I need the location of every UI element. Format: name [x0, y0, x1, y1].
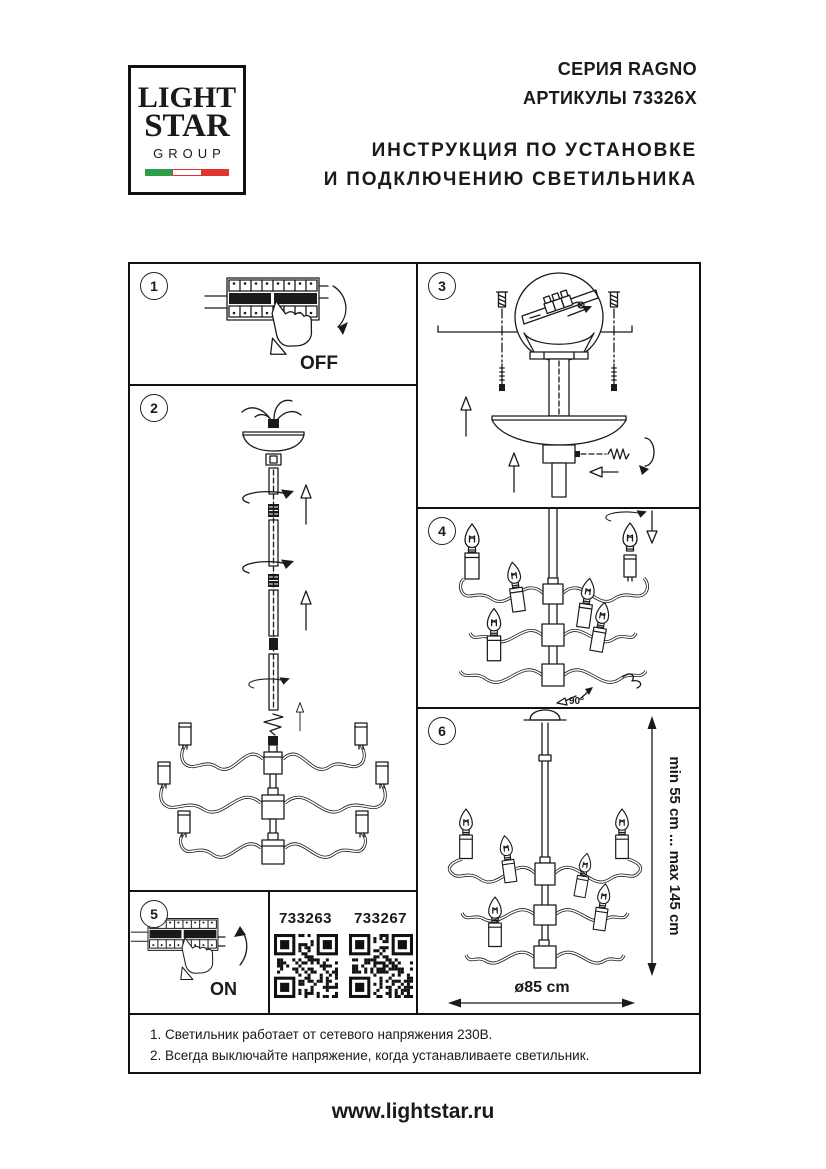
qr-code-left [274, 934, 338, 998]
instruction-line-2: И ПОДКЛЮЧЕНИЮ СВЕТИЛЬНИКА [323, 169, 697, 191]
instruction-title [324, 136, 697, 195]
step-number-1: 1 [140, 272, 168, 300]
step-panel-6 [418, 709, 699, 1013]
flag-red [202, 169, 229, 176]
qr-panel [270, 890, 418, 1013]
flag-green [145, 169, 172, 176]
step-panel-2 [130, 386, 418, 890]
ceiling-mount-diagram [418, 264, 697, 507]
lightstar-logo [128, 65, 246, 195]
step-number-6: 6 [428, 717, 456, 745]
bulb-install-diagram [418, 509, 697, 707]
diameter-dimension-label: ø85 cm [514, 979, 570, 996]
step-panel-1 [130, 264, 418, 386]
step-panel-4 [418, 509, 699, 709]
angle-90-label: 90° [569, 696, 585, 707]
step-number-3: 3 [428, 272, 456, 300]
dimensions-diagram [418, 709, 699, 1013]
logo-text-light: LIGHT [137, 80, 237, 114]
off-label: OFF [300, 353, 338, 374]
qr-code-right [349, 934, 413, 998]
diagram-grid [128, 262, 701, 1074]
height-dimension-label: min 55 cm ... max 145 cm [666, 756, 683, 936]
instruction-line-1: ИНСТРУКЦИЯ ПО УСТАНОВКЕ [371, 140, 697, 161]
step-number-5: 5 [140, 900, 168, 928]
step-number-4: 4 [428, 517, 456, 545]
step-number-2: 2 [140, 394, 168, 422]
step-panel-3 [418, 264, 699, 509]
logo-text-group: GROUP [153, 146, 226, 162]
qr-code-row [270, 934, 416, 998]
website-url: www.lightstar.ru [331, 1100, 495, 1123]
safety-notes [130, 1013, 699, 1072]
header-titles [324, 60, 697, 195]
qr-label-left: 733263 [278, 910, 333, 927]
rod-assembly-diagram [130, 386, 416, 890]
breaker-off-diagram [130, 264, 416, 384]
qr-label-right: 733267 [353, 910, 408, 927]
logo-text-star: STAR [144, 108, 230, 145]
on-label: ON [210, 979, 237, 999]
step-panel-5 [130, 890, 270, 1013]
italian-flag-stripe [145, 169, 229, 176]
note-line-2: 2. Всегда выключайте напряжение, когда устанавливаете светильник. [150, 1047, 590, 1063]
flag-white [172, 169, 201, 176]
series-title: СЕРИЯ RAGNO [557, 59, 697, 79]
qr-code-labels [270, 910, 416, 927]
note-line-1: 1. Светильник работает от сетевого напряжения 230В. [150, 1027, 493, 1042]
articles-title: АРТИКУЛЫ 73326X [523, 88, 697, 108]
